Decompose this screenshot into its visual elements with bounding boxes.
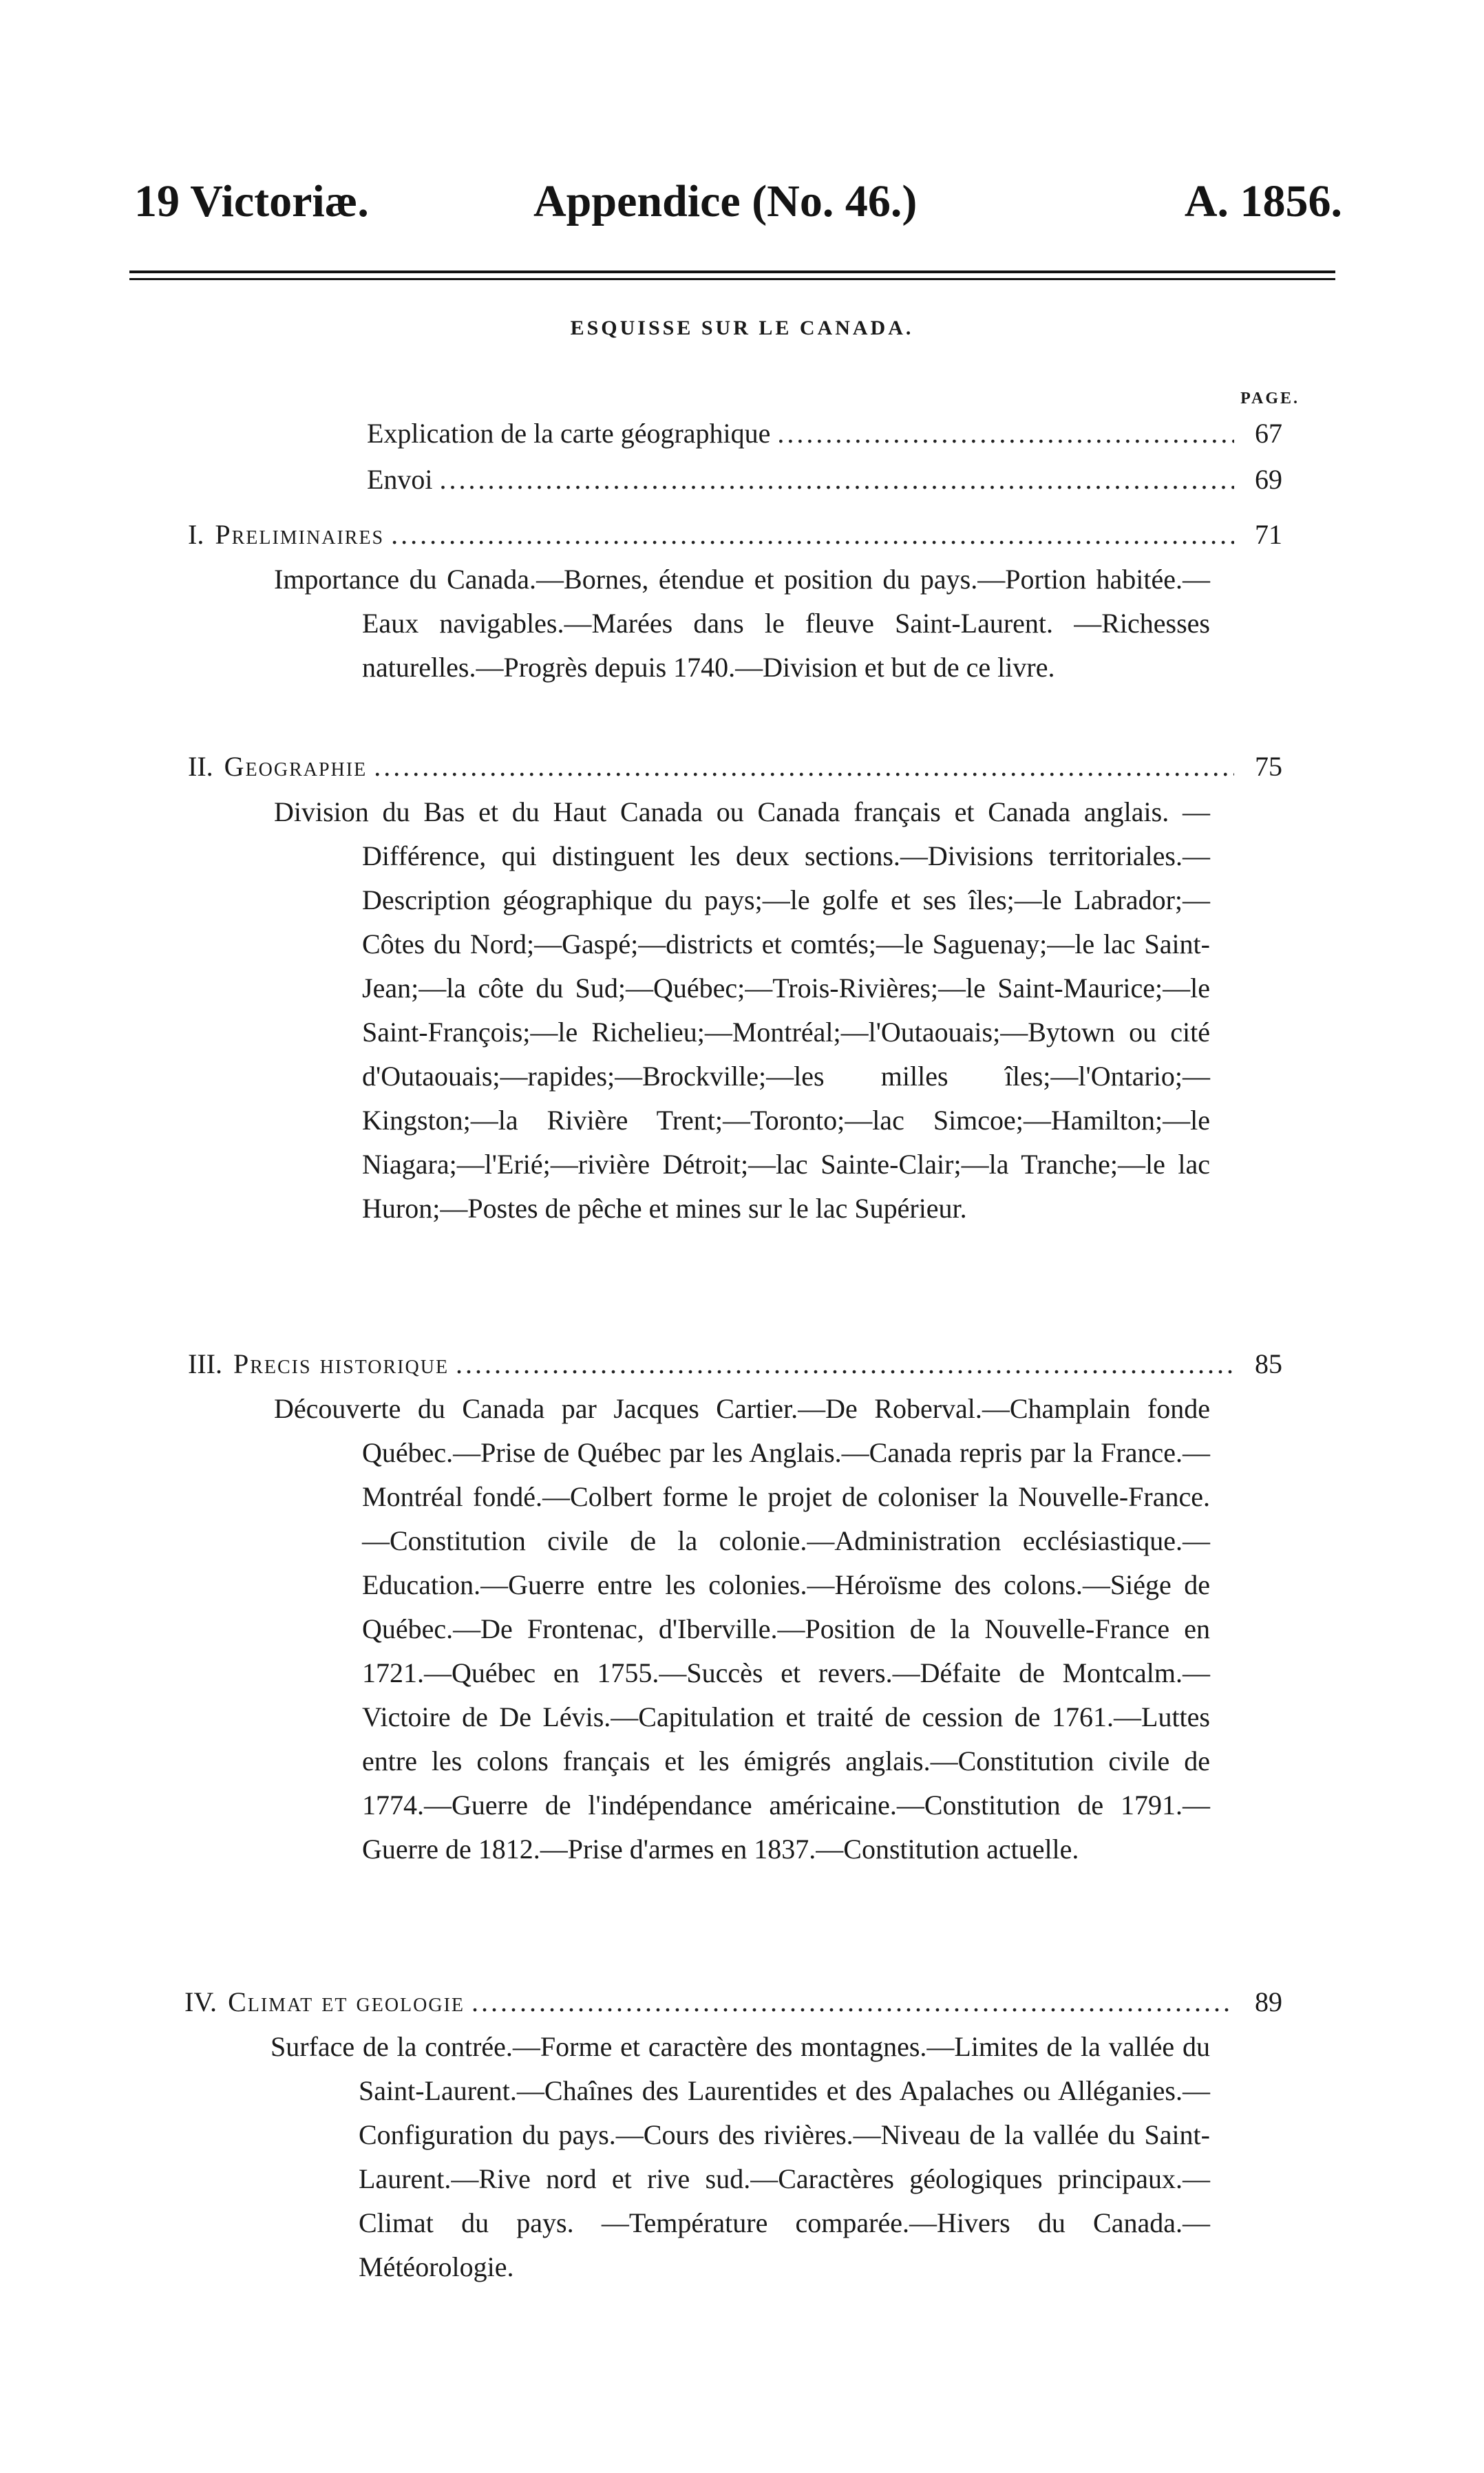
section-title: Precis historique [233, 1348, 449, 1379]
toc-section-1 [188, 521, 1282, 549]
toc-entry-page: 67 [1255, 418, 1282, 449]
section-page: 71 [1255, 519, 1282, 550]
toc-section-3 [188, 1350, 1282, 1378]
section-2-summary: Division du Bas et du Haut Canada ou Canada français et Canada anglais. —Différence, qui distinguent les deux sections.—Divisions territoriales.—Description géographique du pays;—le golfe et ses îles;—le Labrador;—Côtes du Nord;—Gaspé;—districts et comtés;—le Saguenay;—le lac Saint-Jean;—la côte du Sud;—Québec;—Trois-Rivières;—le Saint-Maurice;—le Saint-François;—le Richelieu;—Montréal;—l'Outaouais;—Bytown ou cité d'Outaouais;—rapides;—Brockville;—les milles îles;—l'Ontario;—Kingston;—la Rivière Trent;—Toronto;—lac Simcoe;—Hamilton;—le Niagara;—l'Erié;—rivière Détroit;—lac Sainte-Clair;—la Tranche;—le lac Huron;—Postes de pêche et mines sur le lac Supérieur. [274, 796, 1210, 1224]
header-rule-thick [129, 270, 1335, 273]
section-numeral: III. [188, 1348, 222, 1379]
header-year: A. 1856. [1184, 176, 1342, 226]
section-page: 89 [1255, 1986, 1282, 2017]
section-3-summary: Découverte du Canada par Jacques Cartier.—De Roberval.—Champlain fonde Québec.—Prise de Québec par les Anglais.—Canada repris par la France.—Montréal fondé.—Colbert forme le projet de coloniser la Nouvelle-France.—Constitution civile de la colonie.—Administration ecclésiastique.—Education.—Guerre entre les colonies.—Héroïsme des colons.—Siége de Québec.—De Frontenac, d'Iberville.—Position de la Nouvelle-France en 1721.—Québec en 1755.—Succès et revers.—Défaite de Montcalm.—Victoire de De Lévis.—Capitulation et traité de cession de 1761.—Luttes entre les colons français et les émigrés anglais.—Constitution civile de 1774.—Guerre de l'indépendance américaine.—Constitution de 1791.—Guerre de 1812.—Prise d'armes en 1837.—Constitution actuelle. [274, 1393, 1210, 1865]
header-appendix: Appendice (No. 46.) [533, 176, 918, 226]
toc-entry-label: Envoi [367, 464, 433, 495]
dot-leader [456, 1350, 1234, 1378]
page-column-label: PAGE. [1240, 390, 1300, 407]
section-page: 75 [1255, 751, 1282, 782]
toc-entry-explication [367, 420, 1282, 447]
section-title: Climat et geologie [228, 1986, 465, 2017]
dot-leader [777, 420, 1234, 447]
document-title: ESQUISSE SUR LE CANADA. [570, 317, 914, 339]
dot-leader [374, 753, 1234, 781]
toc-entry-page: 69 [1255, 464, 1282, 495]
header-rule-thin [129, 278, 1335, 280]
section-numeral: II. [188, 751, 213, 782]
header-session: 19 Victoriæ. [134, 176, 369, 226]
section-page: 85 [1255, 1348, 1282, 1379]
dot-leader [391, 521, 1234, 549]
section-title: Geographie [224, 751, 368, 782]
section-numeral: IV. [184, 1986, 218, 2017]
running-header [134, 176, 1342, 244]
dot-leader [471, 1988, 1234, 2016]
toc-entry-envoi [367, 466, 1282, 493]
section-1-summary: Importance du Canada.—Bornes, étendue et position du pays.—Portion habitée.—Eaux navigables.—Marées dans le fleuve Saint-Laurent. —Richesses naturelles.—Progrès depuis 1740.—Division et but de ce livre. [274, 564, 1210, 683]
toc-section-4 [184, 1988, 1282, 2016]
dot-leader [440, 466, 1234, 493]
section-numeral: I. [188, 519, 204, 550]
toc-entry-label: Explication de la carte géographique [367, 418, 771, 449]
section-title: Preliminaires [215, 519, 385, 550]
section-4-summary: Surface de la contrée.—Forme et caractère des montagnes.—Limites de la vallée du Saint-Laurent.—Chaînes des Laurentides et des Apalaches ou Alléganies.—Configuration du pays.—Cours des rivières.—Niveau de la vallée du Saint-Laurent.—Rive nord et rive sud.—Caractères géologiques principaux.—Climat du pays. —Température comparée.—Hivers du Canada.—Météorologie. [271, 2031, 1210, 2282]
toc-section-2 [188, 753, 1282, 781]
